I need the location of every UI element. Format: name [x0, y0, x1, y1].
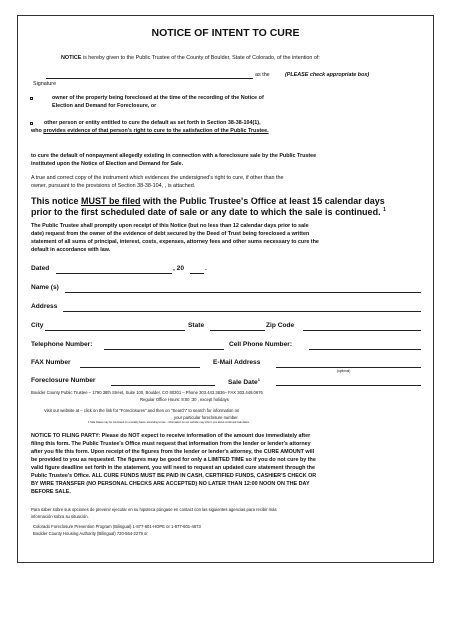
trustee-paragraph-line4: default in accordance with law.: [31, 247, 111, 253]
year-input-line[interactable]: [190, 273, 204, 274]
trustee-paragraph-line2: date) request from the owner of the evidence of debt secured by the Deed of Trust being foreclosed a written: [31, 231, 310, 237]
cell-input-line[interactable]: [309, 349, 421, 350]
filing-notice-line5: valid figure deadline set forth in the statement, you will need to request an updated cure statement through the: [31, 465, 315, 471]
year-prefix: , 20: [173, 265, 184, 272]
copy-paragraph-line2: owner, pursuant to the provisions of Section 38-38-104, , is attached.: [31, 183, 196, 189]
option-owner-line2: Election and Demand for Foreclosure, or: [52, 103, 157, 109]
email-input-line[interactable]: [276, 367, 421, 368]
cure-paragraph-line1: to cure the default of nonpayment allegedly existing in connection with a foreclosure sale by the Public Trustee: [31, 153, 317, 159]
office-address: Boulder County Public Trustee – 1790 38th Street, Suite 100, Boulder, CO 80301 – Phone 303.443.3636– FAX 303.449.0676: [31, 390, 263, 395]
city-label: City: [31, 322, 44, 329]
website-line2: your particular foreclosure number.: [174, 415, 239, 420]
intro-notice-word: NOTICE: [61, 55, 82, 61]
filing-notice-line4: be provided to you as requested. The figures may be good for only a LIMITED TIME so if you do not cure by the: [31, 457, 316, 463]
email-label: E-Mail Address: [213, 359, 261, 366]
zip-input-line[interactable]: [303, 330, 421, 331]
owner-checkbox[interactable]: [30, 97, 33, 100]
email-optional-note: (optional): [337, 369, 351, 373]
name-label: Name (s): [31, 284, 59, 291]
cure-paragraph-line2: instituted upon the Notice of Election and Demand for Sale.: [31, 161, 184, 167]
intro-text: is hereby given to the Public Trustee of the County of Boulder, State of Colorado, of the intention of:: [81, 55, 320, 61]
address-label: Address: [31, 303, 58, 310]
state-input-line[interactable]: [210, 330, 265, 331]
cell-label: Cell Phone Number:: [229, 341, 293, 348]
fax-input-line[interactable]: [80, 367, 200, 368]
telephone-label: Telephone Number:: [31, 341, 93, 348]
filing-notice-line1: NOTICE TO FILING PARTY: Please do NOT expect to receive information of the amount due immediately after: [31, 433, 311, 439]
big-notice-line1: [31, 196, 385, 206]
sale-date-input-line[interactable]: [276, 385, 421, 386]
intro-line: [61, 55, 320, 61]
address-input-line[interactable]: [63, 311, 421, 312]
agency-line2: Boulder County Housing Authority (Bilingual) 720-564-2279 or: [33, 531, 148, 536]
name-input-line[interactable]: [65, 292, 421, 293]
big-notice-part2: with the Public Trustee's Office at least 15 calendar days: [140, 196, 385, 206]
signature-line[interactable]: [46, 78, 253, 79]
trustee-paragraph-line1: The Public Trustee shall promptly upon receipt of this Notice (but no less than 12 calendar days prior to sale: [31, 223, 309, 229]
option-other-underlined: provides evidence of that person's right to cure to the satisfaction of the Public Trustee.: [43, 128, 269, 134]
big-notice-line2-text: prior to the first scheduled date of sale or any date to which the sale is continued.: [31, 207, 381, 217]
website-line1: Visit our website at – click on the link for "Foreclosures" and then on "Search" to search for information on: [44, 408, 240, 413]
filing-notice-line2: filing this form. The Public Trustee's Office must request that information from the lender or lender's attorney: [31, 441, 311, 447]
other-person-checkbox[interactable]: [30, 122, 33, 125]
as-the-label: as the: [255, 72, 270, 78]
big-notice-footnote-mark: 1: [383, 207, 386, 213]
copy-paragraph-line1: A true and correct copy of the instrument which evidences the undersigned's right to cure, if other than the: [31, 175, 284, 181]
trustee-paragraph-line3: statement of all sums of principal, interest, costs, expenses, attorney fees and other sums necessary to cure the: [31, 239, 319, 245]
option-owner-line1: owner of the property being foreclosed at the time of the recording of the Notice of: [52, 95, 264, 101]
fax-label: FAX Number: [31, 359, 71, 366]
check-note: (PLEASE check appropriate box): [285, 72, 370, 78]
page-title: NOTICE OF INTENT TO CURE: [151, 27, 300, 39]
big-notice-line2: [31, 207, 386, 217]
foreclosure-input-line[interactable]: [111, 385, 215, 386]
agency-line1: Colorado Foreclosure Prevention Program (Bilingual) 1-877-601-HOPE or 1-877-601-4673: [33, 524, 201, 529]
state-label: State: [188, 322, 205, 329]
option-other-line1: other person or entity entitled to cure the default as set forth in Section 38-38-104(1),: [44, 120, 261, 126]
filing-notice-line7: BY WIRE TRANSFER (NO PERSONAL CHECKS ARE ACCEPTED) NO LATER THAN 12:00 NOON ON THE DAY: [31, 481, 310, 487]
big-notice-must: MUST be filed: [81, 196, 141, 206]
option-other-line2: [31, 128, 269, 134]
option-other-prefix: who: [31, 128, 44, 134]
filing-notice-line3: after you file this form. Upon receipt of the figures from the lender or lender's attorney, the CURE AMOUNT will: [31, 449, 315, 455]
foreclosure-label: Foreclosure Number: [31, 377, 96, 384]
big-notice-part1: This notice: [31, 196, 82, 206]
sale-date-footnote: 1 Sale Dates may be continued on a weekly basis, according to law – information on our website may inform you about continued sale dates.: [88, 421, 250, 424]
telephone-input-line[interactable]: [104, 349, 224, 350]
office-hours: Regular Office Hours: 8:00 :30 , except holidays: [140, 397, 229, 402]
spanish-line2: información sobra su situación.: [31, 514, 89, 519]
zip-label: Zip Code: [266, 322, 295, 329]
dated-label: Dated: [31, 265, 50, 272]
sale-date-text: Sale Date: [228, 379, 258, 387]
signature-label: Signature: [33, 81, 57, 87]
year-period: .: [205, 265, 207, 272]
city-input-line[interactable]: [45, 330, 185, 331]
spanish-line1: Para saber sobre sus opciones de prevenir ejecutar en su hipoteca póngase en contact con las siguientes agencias para recibir más: [31, 507, 277, 512]
dated-input-line[interactable]: [56, 273, 172, 274]
sale-date-mark: 1: [257, 377, 260, 382]
filing-notice-line6: Public Trustee's Office. ALL CURE FUNDS MUST BE PAID IN CASH, CERTIFIED FUNDS, CASHIER'S CHECK OR: [31, 473, 317, 479]
sale-date-label: [228, 377, 260, 386]
filing-notice-line8: BEFORE SALE.: [31, 489, 71, 495]
